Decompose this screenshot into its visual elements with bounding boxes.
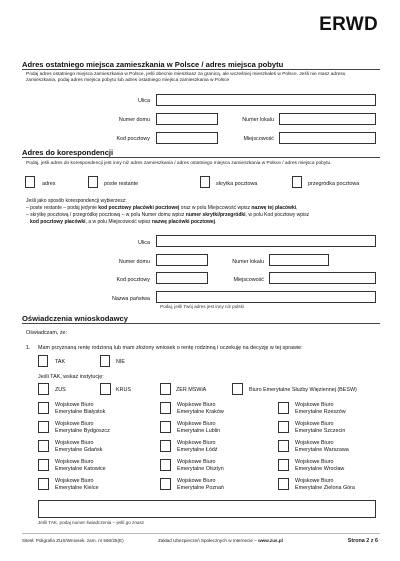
- wbe-checkbox[interactable]: [278, 459, 289, 471]
- corr-house-number-input[interactable]: [156, 254, 208, 266]
- form-code-logo: ERWD: [319, 14, 378, 35]
- wbe-label-line1: Wojskowe Biuro: [55, 421, 94, 427]
- wbe-label-line1: Wojskowe Biuro: [177, 421, 216, 427]
- wbe-checkbox[interactable]: [160, 421, 171, 433]
- wbe-checkbox[interactable]: [160, 440, 171, 452]
- if-yes-label: Jeśli TAK, wskaż instytucję:: [38, 374, 104, 380]
- yes-label: TAK: [55, 359, 66, 365]
- wbe-label-line1: Wojskowe Biuro: [295, 421, 334, 427]
- zus-website-link[interactable]: www.zus.pl: [258, 538, 283, 543]
- institution-krus-label: KRUS: [116, 387, 131, 393]
- section-divider: [22, 157, 380, 158]
- wbe-label-line1: Wojskowe Biuro: [177, 402, 216, 408]
- postal-code-input[interactable]: [156, 132, 218, 144]
- postal-code-label: Kod pocztowy: [116, 136, 150, 142]
- apartment-number-label: Numer lokalu: [242, 117, 274, 123]
- instructions-intro: Jeśli jako sposób korespondencji wybierzesz:: [26, 198, 127, 204]
- section-divider: [22, 69, 380, 70]
- wbe-label-line1: Wojskowe Biuro: [295, 459, 334, 465]
- wbe-label-line2: Emerytalne Rzeszów: [295, 409, 346, 415]
- house-number-label: Numer domu: [118, 117, 150, 123]
- footer-zus-online: Zakład Ubezpieczeń Społecznych w Internecie – www.zus.pl: [158, 538, 283, 543]
- instructions-line-3: kod pocztowy placówki, a w polu Miejscowość wpisz nazwę placówki pocztowej.: [30, 219, 217, 225]
- option-address-checkbox[interactable]: [25, 176, 35, 188]
- wbe-label-line2: Emerytalne Bydgoszcz: [55, 428, 110, 434]
- institution-zus-checkbox[interactable]: [38, 383, 49, 395]
- country-note: Podaj, jeśli Twój adres jest inny niż polski: [160, 304, 244, 309]
- country-label: Nazwa państwa: [111, 296, 150, 302]
- wbe-label-line2: Emerytalne Lublin: [177, 428, 221, 434]
- declaration-intro: Oświadczam, że:: [26, 330, 68, 336]
- option-poste-restante-label: poste restante: [104, 181, 139, 187]
- wbe-checkbox[interactable]: [38, 440, 49, 452]
- instructions-line-2: – skrytkę pocztową / przegródkę pocztową – w polu Numer domu wpisz numer skrytki/przegródki, w polu Kod pocztowy wpisz: [26, 212, 310, 218]
- section-divider: [22, 323, 380, 324]
- yes-checkbox[interactable]: [38, 355, 48, 367]
- corr-city-input[interactable]: [269, 272, 376, 284]
- option-po-compartment-checkbox[interactable]: [292, 176, 302, 188]
- instructions-line-1: – poste restante – podaj jedynie kod pocztowy placówki pocztowej oraz w polu Miejscowość wpisz nazwę tej placówki,: [26, 205, 298, 211]
- no-label: NIE: [116, 359, 125, 365]
- house-number-input[interactable]: [156, 113, 218, 125]
- street-label: Ulica: [138, 98, 150, 104]
- section-title-declarations: Oświadczenia wnioskodawcy: [22, 314, 128, 323]
- institution-zer-mswia-checkbox[interactable]: [160, 383, 171, 395]
- wbe-label-line2: Emerytalne Poznań: [177, 485, 225, 491]
- option-po-compartment-label: przegródka pocztowa: [308, 181, 360, 187]
- wbe-label-line1: Wojskowe Biuro: [55, 459, 94, 465]
- wbe-checkbox[interactable]: [278, 421, 289, 433]
- wbe-label-line2: Emerytalne Katowice: [55, 466, 106, 472]
- wbe-label-line1: Wojskowe Biuro: [55, 478, 94, 484]
- wbe-checkbox[interactable]: [38, 478, 49, 490]
- wbe-label-line1: Wojskowe Biuro: [55, 440, 94, 446]
- wbe-label-line2: Emerytalne Warszawa: [295, 447, 349, 453]
- corr-street-input[interactable]: [156, 235, 376, 247]
- wbe-checkbox[interactable]: [160, 478, 171, 490]
- wbe-checkbox[interactable]: [278, 440, 289, 452]
- benefit-number-input[interactable]: [38, 500, 376, 518]
- institution-zus-label: ZUS: [55, 387, 66, 393]
- benefit-number-note: Jeśli TAK, podaj numer świadczenia – jeśli go znasz: [38, 520, 145, 525]
- wbe-label-line1: Wojskowe Biuro: [295, 478, 334, 484]
- city-input[interactable]: [279, 132, 376, 144]
- footer-divider: [22, 533, 380, 534]
- question-number: 1.: [26, 345, 31, 351]
- option-poste-restante-checkbox[interactable]: [88, 176, 98, 188]
- wbe-label-line2: Emerytalne Białystok: [55, 409, 106, 415]
- wbe-label-line1: Wojskowe Biuro: [295, 440, 334, 446]
- section-title-correspondence: Adres do korespondencji: [22, 148, 114, 157]
- wbe-checkbox[interactable]: [38, 421, 49, 433]
- corr-postal-code-input[interactable]: [156, 272, 208, 284]
- corr-city-label: Miejscowość: [233, 277, 264, 283]
- institution-zer-mswia-label: ZER MSWiA: [176, 387, 207, 393]
- wbe-checkbox[interactable]: [278, 402, 289, 414]
- wbe-label-line2: Emerytalne Wrocław: [295, 466, 345, 472]
- section-note: Podaj, jeśli adres do korespondencji jest inny niż adres zamieszkania / adres ostatniego miejsca zamieszkania w Polsce / adres miejsca pobytu.: [26, 161, 332, 166]
- wbe-label-line2: Emerytalne Szczecin: [295, 428, 346, 434]
- institution-besw-label: Biuro Emerytalne Służby Więziennej (BESW): [249, 387, 357, 393]
- wbe-label-line1: Wojskowe Biuro: [55, 402, 94, 408]
- wbe-label-line1: Wojskowe Biuro: [177, 440, 216, 446]
- no-checkbox[interactable]: [100, 355, 110, 367]
- option-po-box-checkbox[interactable]: [200, 176, 210, 188]
- section-note: Podaj adres ostatniego miejsca zamieszkania w Polsce, jeśli obecnie mieszkasz za granicą, ale wcześniej mieszkałeś w Polsce. Jeśli nie masz adresu zamieszkania, podaj adres miejsca pobytu lub adres ostatniego miejsca zamieszkania w Polsce: [26, 72, 346, 84]
- option-address-label: adres: [42, 181, 56, 187]
- corr-house-number-label: Numer domu: [118, 259, 150, 265]
- country-input[interactable]: [156, 291, 376, 303]
- page-number: Strona 2 z 6: [347, 538, 378, 544]
- wbe-label-line1: Wojskowe Biuro: [177, 459, 216, 465]
- corr-apartment-number-label: Numer lokalu: [232, 259, 264, 265]
- footer-print-info: Sitesł: Poligrafia ZUS/Wniosek. zam. nr 566/25(E): [22, 538, 124, 543]
- wbe-label-line2: Emerytalne Gdańsk: [55, 447, 103, 453]
- wbe-label-line1: Wojskowe Biuro: [295, 402, 334, 408]
- wbe-label-line2: Emerytalne Zielona Góra: [295, 485, 355, 491]
- wbe-label-line1: Wojskowe Biuro: [177, 478, 216, 484]
- wbe-checkbox[interactable]: [160, 459, 171, 471]
- question-text: Mam przyznaną rentę rodzinną lub mam złożony wniosek o rentę rodzinną i oczekuję na decyzję w tej sprawie:: [38, 345, 303, 351]
- wbe-checkbox[interactable]: [38, 459, 49, 471]
- wbe-checkbox[interactable]: [160, 402, 171, 414]
- corr-street-label: Ulica: [138, 240, 150, 246]
- option-po-box-label: skrytka pocztowa: [216, 181, 258, 187]
- institution-krus-checkbox[interactable]: [100, 383, 111, 395]
- institution-besw-checkbox[interactable]: [232, 383, 243, 395]
- street-input[interactable]: [156, 94, 376, 106]
- wbe-label-line2: Emerytalne Kielce: [55, 485, 99, 491]
- wbe-checkbox[interactable]: [38, 402, 49, 414]
- wbe-label-line2: Emerytalne Olsztyn: [177, 466, 224, 472]
- section-title-residence: Adres ostatniego miejsca zamieszkania w Polsce / adres miejsca pobytu: [22, 60, 284, 69]
- corr-postal-code-label: Kod pocztowy: [116, 277, 150, 283]
- wbe-label-line2: Emerytalne Łódź: [177, 447, 218, 453]
- wbe-label-line2: Emerytalne Kraków: [177, 409, 224, 415]
- corr-apartment-number-input[interactable]: [269, 254, 329, 266]
- city-label: Miejscowość: [243, 136, 274, 142]
- wbe-checkbox[interactable]: [278, 478, 289, 490]
- apartment-number-input[interactable]: [279, 113, 376, 125]
